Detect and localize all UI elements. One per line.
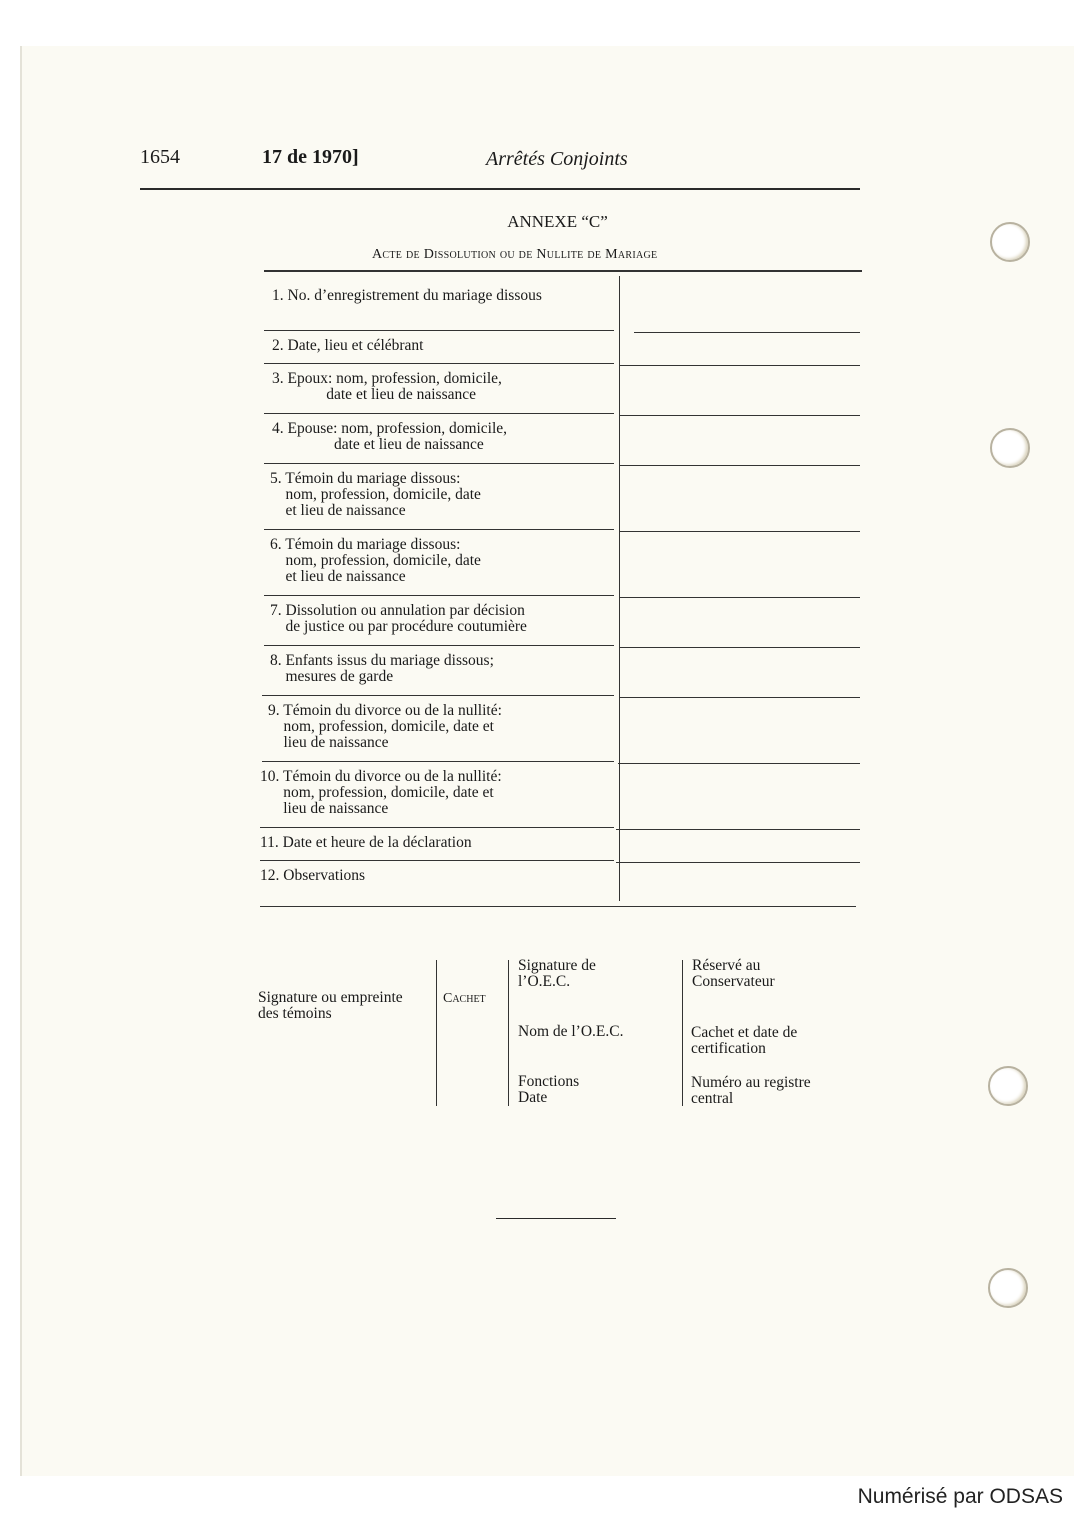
answer-line xyxy=(616,829,860,830)
answer-line xyxy=(620,465,860,466)
answer-line xyxy=(620,647,860,648)
answer-line xyxy=(620,415,860,416)
cachet-label: Cachet xyxy=(443,991,486,1006)
oec-name-label: Nom de l’O.E.C. xyxy=(518,1023,624,1040)
register-number-label: Numéro au registre central xyxy=(691,1074,811,1107)
row-divider xyxy=(264,645,614,646)
answer-line xyxy=(620,531,860,532)
answer-line xyxy=(618,763,860,764)
row-5-label: 5. Témoin du mariage dissous: nom, profession, domicile, date et lieu de naissance xyxy=(270,470,481,519)
row-10-label: 10. Témoin du divorce ou de la nullité: nom, profession, domicile, date et lieu de naissance xyxy=(260,768,502,817)
running-title: Arrêtés Conjoints xyxy=(486,148,628,170)
answer-line xyxy=(634,332,860,333)
answer-line xyxy=(616,862,860,863)
annex-subtitle: Acte de Dissolution ou de Nullite de Mariage xyxy=(372,247,658,262)
row-6-label: 6. Témoin du mariage dissous: nom, profession, domicile, date et lieu de naissance xyxy=(270,536,481,585)
answer-line xyxy=(620,597,860,598)
row-9-label: 9. Témoin du divorce ou de la nullité: nom, profession, domicile, date et lieu de naissance xyxy=(268,702,502,751)
row-divider xyxy=(262,695,614,696)
row-divider xyxy=(262,761,614,762)
row-divider xyxy=(264,463,614,464)
row-divider xyxy=(264,595,614,596)
witness-signature-label: Signature ou empreinte des témoins xyxy=(258,989,403,1022)
form-table xyxy=(262,270,862,910)
header-rule xyxy=(140,188,860,190)
row-divider xyxy=(264,330,614,331)
column-divider xyxy=(619,276,620,901)
row-divider xyxy=(260,827,614,828)
reserved-label: Réservé au Conservateur xyxy=(692,957,775,990)
row-divider xyxy=(260,860,614,861)
row-12-label: 12. Observations xyxy=(260,867,366,884)
row-2-label: 2. Date, lieu et célébrant xyxy=(272,337,424,354)
end-rule xyxy=(496,1218,616,1219)
answer-line xyxy=(620,697,860,698)
certification-label: Cachet et date de certification xyxy=(691,1024,798,1057)
answer-line xyxy=(620,365,860,366)
row-divider xyxy=(264,363,614,364)
oec-functions-label: Fonctions Date xyxy=(518,1073,580,1106)
signature-divider xyxy=(682,960,683,1106)
row-divider xyxy=(264,529,614,530)
signature-divider xyxy=(436,960,437,1106)
signature-divider xyxy=(508,960,509,1106)
binder-hole xyxy=(990,428,1030,468)
binder-hole xyxy=(988,1066,1028,1106)
oec-signature-label: Signature de l’O.E.C. xyxy=(518,957,596,990)
row-8-label: 8. Enfants issus du mariage dissous; mesures de garde xyxy=(270,652,494,685)
row-divider xyxy=(264,413,614,414)
row-7-label: 7. Dissolution ou annulation par décision de justice ou par procédure coutumière xyxy=(270,602,527,635)
row-3-label: 3. Epoux: nom, profession, domicile, date et lieu de naissance xyxy=(272,370,502,403)
row-4-label: 4. Epouse: nom, profession, domicile, date et lieu de naissance xyxy=(272,420,508,453)
table-bottom-rule xyxy=(260,906,856,907)
scan-watermark: Numérisé par ODSAS xyxy=(857,1485,1063,1508)
binder-hole xyxy=(988,1268,1028,1308)
date-reference: 17 de 1970] xyxy=(262,146,359,168)
annex-title: ANNEXE “C” xyxy=(507,212,608,231)
row-1-label: 1. No. d’enregistrement du mariage dissous xyxy=(272,287,542,304)
page-number: 1654 xyxy=(140,146,180,168)
row-11-label: 11. Date et heure de la déclaration xyxy=(260,834,472,851)
table-top-rule xyxy=(264,270,862,272)
